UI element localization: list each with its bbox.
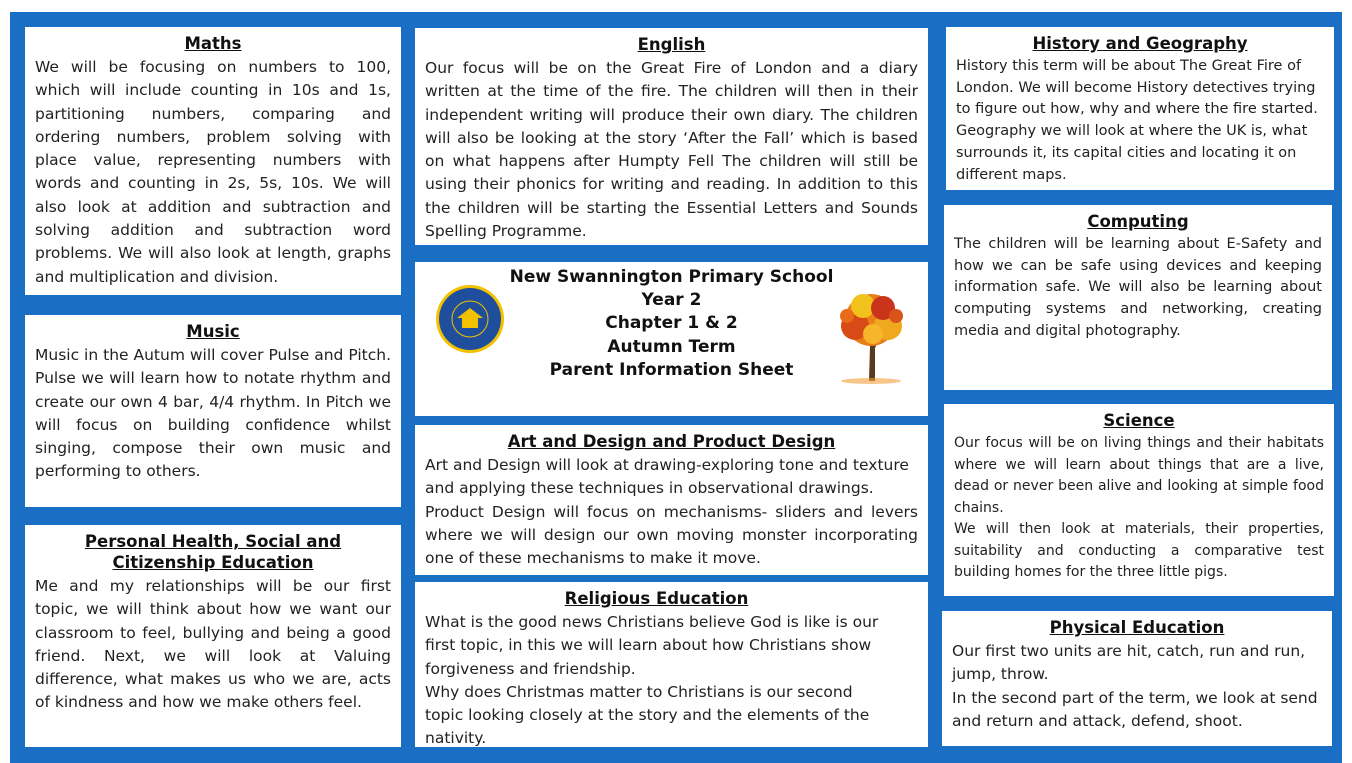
history-panel [946, 27, 1334, 190]
science-body-2: We will then look at materials, their properties, suitability and conducting a comparative test building homes for the three little pigs. [954, 521, 1324, 580]
pshe-body: Me and my relationships will be our first topic, we will think about how we want our classroom to feel, bullying and being a good friend. Next, we will look at Valuing difference, what makes us who we are, acts of kindness and how we make others feel. [35, 577, 391, 712]
music-heading: Music [186, 322, 240, 341]
pe-panel [942, 611, 1332, 746]
english-panel [415, 28, 928, 245]
computing-heading: Computing [1087, 212, 1189, 231]
pe-body-1: Our first two units are hit, catch, run and run, jump, throw. [952, 642, 1306, 684]
science-panel [944, 404, 1334, 596]
maths-body: We will be focusing on numbers to 100, which will include counting in 10s and 1s, partitioning numbers, comparing and ordering numbers, problem solving with place value, representing numbers with words and counting in 2s, 5s, 10s. We will also look at addition and subtraction and solving addition and subtraction word problems. We will also look at length, graphs and multiplication and division. [35, 58, 391, 286]
re-body-2: Why does Christmas matter to Christians is our second topic looking closely at the story and the elements of the nativity. [425, 682, 870, 748]
science-body-1: Our focus will be on living things and their habitats where we will learn about things that are a live, dead or never been alive and looking at simple food chains. [954, 435, 1324, 516]
pe-body-2: In the second part of the term, we look at send and return and attack, defend, shoot. [952, 688, 1318, 730]
re-heading: Religious Education [564, 589, 749, 608]
english-heading: English [637, 35, 706, 54]
year-label: Year 2 [641, 290, 702, 311]
music-panel [25, 315, 401, 507]
computing-body: The children will be learning about E-Safety and how we can be safe using devices and keeping information safe. We will also be learning about computing systems and networking, creating media and digital photography. [954, 236, 1322, 339]
history-heading: History and Geography [1032, 34, 1248, 53]
re-body-1: What is the good news Christians believe God is like is our first topic, in this we will learn about how Christians show forgiveness and friendship. [425, 613, 879, 678]
pshe-heading: Personal Health, Social and Citizenship Education [84, 532, 342, 572]
art-heading: Art and Design and Product Design [507, 432, 836, 451]
history-body: History this term will be about The Great Fire of London. We will become History detectives trying to figure out how, why and where the fire started. Geography we will look at where the UK is, what surrounds it, its capital cities and locating it on different maps. [956, 58, 1318, 183]
term-label: Autumn Term [607, 336, 736, 357]
re-panel [415, 582, 928, 747]
english-body: Our focus will be on the Great Fire of London and a diary written at the time of the fire. The children will then in their independent writing will produce their own diary. The children will also be looking at the story ‘After the Fall’ which is based on what happens after Humpty Fell The children will still be using their phonics for writing and reading. In addition to this the children will be starting the Essential Letters and Sounds Spelling Programme. [425, 59, 918, 241]
art-body-1: Art and Design will look at drawing-exploring tone and texture and applying these techniques in observational drawings. [425, 456, 909, 498]
music-body: Music in the Autum will cover Pulse and Pitch. Pulse we will learn how to notate rhythm and create our own 4 bar, 4/4 rhythm. In Pitch we will focus on building confidence whilst singing, compose their own music and performing to others. [35, 346, 391, 481]
pshe-panel [25, 525, 401, 747]
art-body-2: Product Design will focus on mechanisms- sliders and levers where we will design our own moving monster incorporating one of these mechanisms to make it move. [425, 502, 918, 568]
title-panel [415, 262, 928, 416]
maths-panel [25, 27, 401, 295]
chapter-label: Chapter 1 & 2 [605, 313, 738, 334]
maths-heading: Maths [184, 34, 242, 53]
sheet-label: Parent Information Sheet [549, 359, 794, 380]
science-heading: Science [1103, 411, 1175, 430]
pe-heading: Physical Education [1049, 618, 1225, 637]
computing-panel [944, 205, 1332, 390]
school-name: New Swannington Primary School [509, 267, 834, 287]
autumn-tree-icon [833, 286, 909, 386]
art-panel [415, 425, 928, 575]
